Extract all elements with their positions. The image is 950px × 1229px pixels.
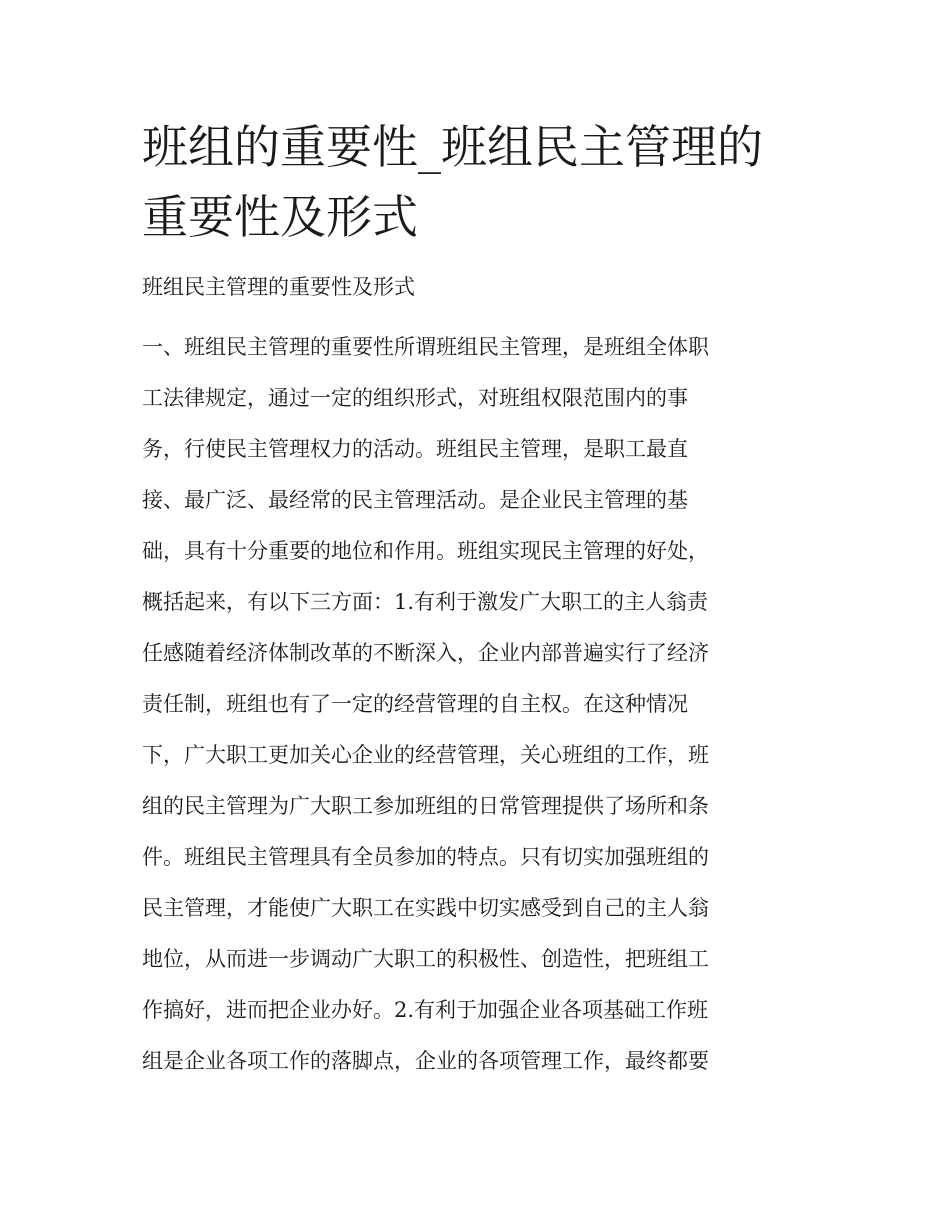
body-line: 务，行使民主管理权力的活动。班组民主管理，是职工最直 <box>142 437 688 461</box>
document-title <box>142 112 814 252</box>
body-line: 责任制，班组也有了一定的经营管理的自主权。在这种情况 <box>142 692 688 716</box>
body-line: 工法律规定，通过一定的组织形式，对班组权限范围内的事 <box>142 386 688 410</box>
body-line: 础，具有十分重要的地位和作用。班组实现民主管理的好处， <box>142 539 709 563</box>
body-line: 下，广大职工更加关心企业的经营管理，关心班组的工作，班 <box>142 743 709 767</box>
title-line: 班组的重要性_班组民主管理的 <box>142 120 763 174</box>
body-line: 接、最广泛、最经常的民主管理活动。是企业民主管理的基 <box>142 488 688 512</box>
body-line: 件。班组民主管理具有全员参加的特点。只有切实加强班组的 <box>142 845 709 869</box>
document-page <box>142 112 814 1087</box>
body-line: 概括起来，有以下三方面：1.有利于激发广大职工的主人翁责 <box>142 590 709 614</box>
body-line: 作搞好，进而把企业办好。2.有利于加强企业各项基础工作班 <box>142 998 709 1022</box>
body-line: 地位，从而进一步调动广大职工的积极性、创造性，把班组工 <box>142 947 709 971</box>
body-line: 组是企业各项工作的落脚点，企业的各项管理工作，最终都要 <box>142 1049 709 1073</box>
body-line: 组的民主管理为广大职工参加班组的日常管理提供了场所和条 <box>142 794 709 818</box>
body-line: 民主管理，才能使广大职工在实践中切实感受到自己的主人翁 <box>142 896 709 920</box>
body-line: 任感随着经济体制改革的不断深入，企业内部普遍实行了经济 <box>142 641 709 665</box>
section-heading: 班组民主管理的重要性及形式 <box>142 275 415 299</box>
body-line: 一、班组民主管理的重要性所谓班组民主管理，是班组全体职 <box>142 335 709 359</box>
title-line: 重要性及形式 <box>142 190 418 244</box>
body-paragraph <box>142 322 814 1087</box>
